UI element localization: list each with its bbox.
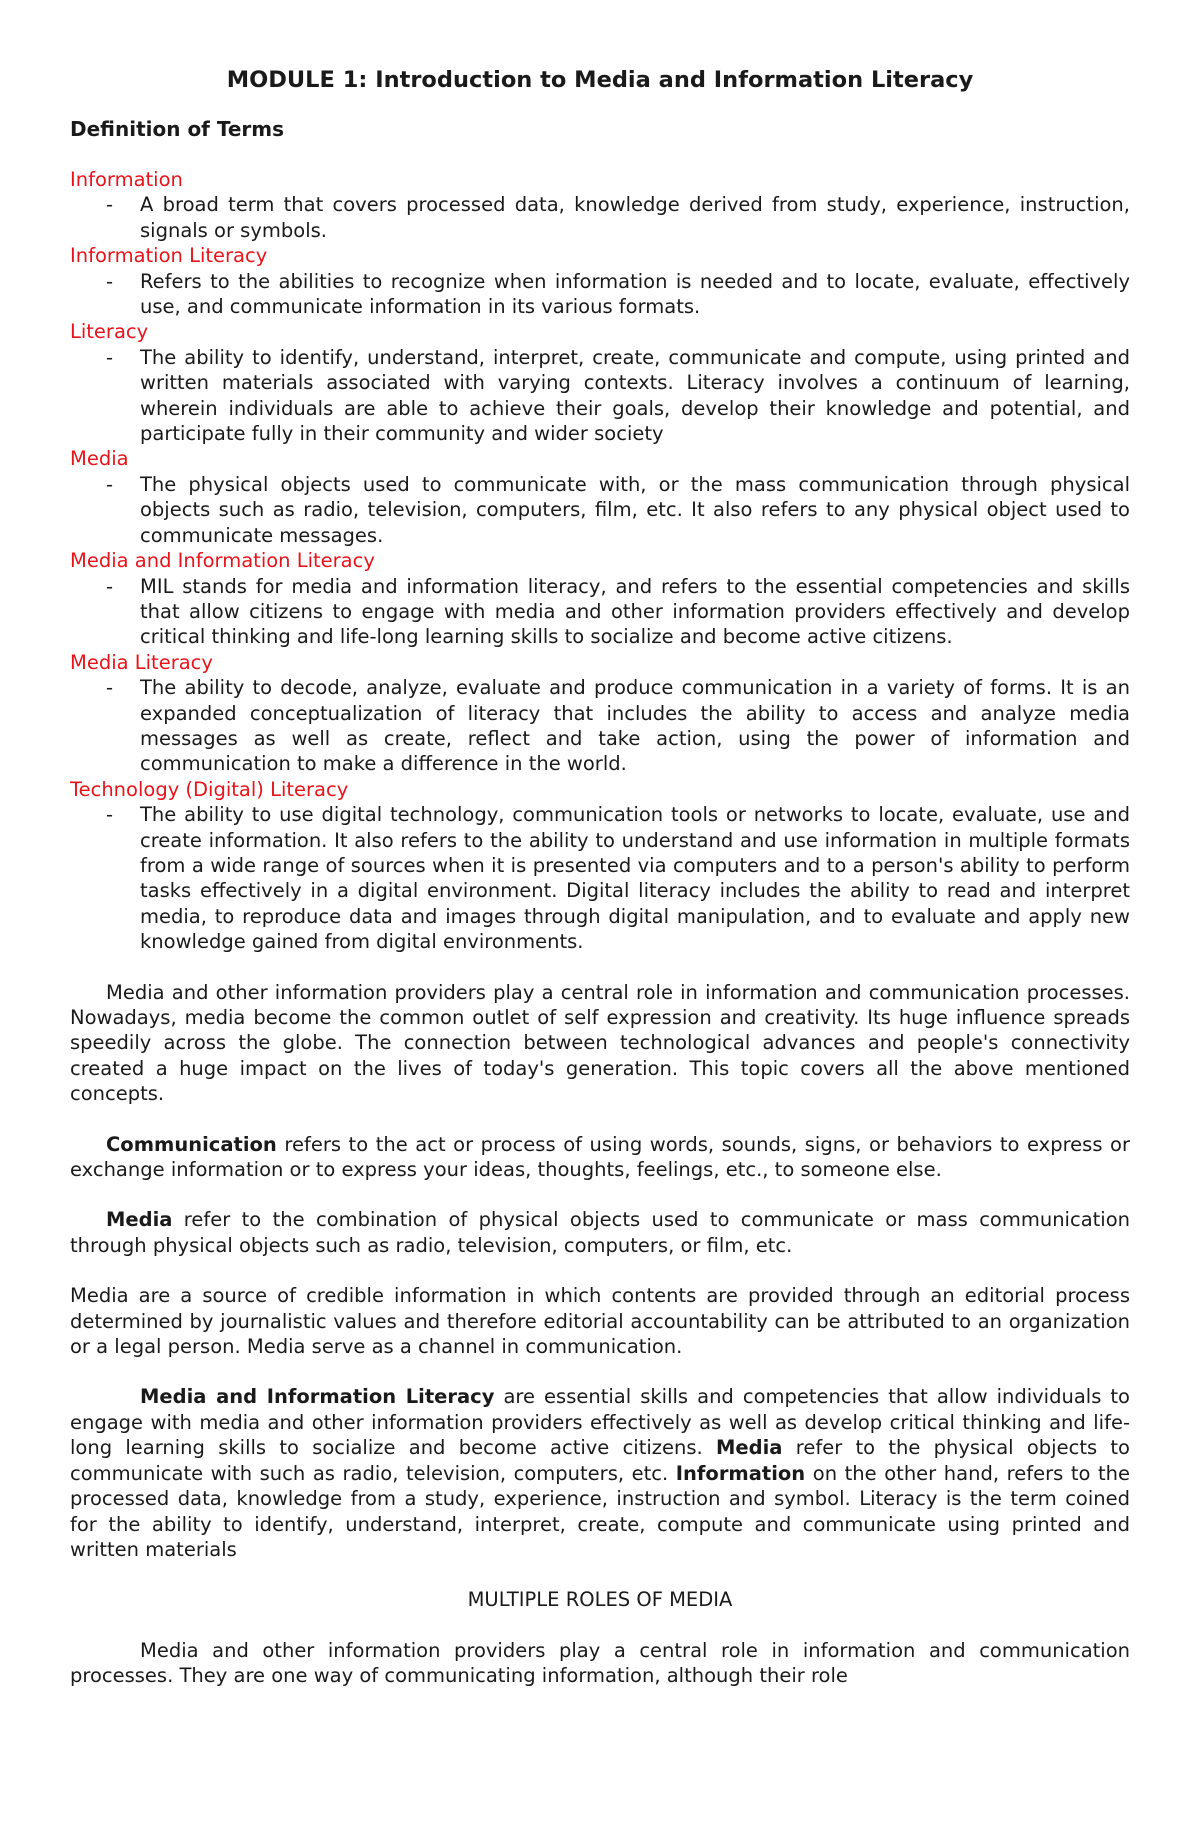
definition-technology-digital-literacy — [70, 802, 1130, 954]
definition-information-literacy — [70, 269, 1130, 320]
bullet-dash: - — [106, 345, 114, 369]
media-term: Media — [106, 1208, 173, 1232]
definition-information — [70, 192, 1130, 243]
communication-term: Communication — [106, 1132, 277, 1156]
term-information-literacy: Information Literacy — [70, 244, 268, 268]
term-media-and-information-literacy: Media and Information Literacy — [70, 549, 375, 573]
term-media: Media — [70, 447, 129, 471]
media-term: Media — [716, 1436, 783, 1460]
bullet-dash: - — [106, 472, 114, 496]
term-information: Information — [70, 168, 183, 191]
mil-text: are essential skills and competencies that allow individuals to engage with media and other information providers effectively as well as develop critical thinking and life-long learning skills to socialize and become active citizens. — [70, 1385, 1130, 1460]
definition-text: The ability to decode, analyze, evaluate and produce communication in a variety of forms. It is an expanded conceptualization of literacy that includes the ability to access and analyze media messages as well as create, reflect and take action, using the power of information and communication to make a difference in the world. — [140, 676, 1130, 776]
module-title: MODULE 1: Introduction to Media and Information Literacy — [226, 67, 974, 93]
mil-paragraph — [70, 1384, 1130, 1562]
bullet-dash: - — [106, 803, 114, 827]
definition-literacy — [70, 345, 1130, 447]
definition-text: Refers to the abilities to recognize when information is needed and to locate, evaluate, effectively use, and communicate information in its various formats. — [140, 269, 1130, 319]
definition-text: The ability to identify, understand, interpret, create, communicate and compute, using printed and written materials associated with varying contexts. Literacy involves a continuum of learning, wherein individuals are able to achieve their goals, develop their knowledge and potential, and participate fully in their community and wider society — [140, 345, 1130, 446]
term-technology-digital-literacy: Technology (Digital) Literacy — [70, 777, 349, 801]
term-literacy: Literacy — [70, 320, 149, 344]
definition-media-literacy — [70, 675, 1130, 777]
definition-media-and-information-literacy — [70, 574, 1130, 650]
information-text: on the other hand, refers to the processed data, knowledge from a study, experience, instruction and symbol. Literacy is the term coined for the ability to identify, understand, interpret, create, compute and communicate using printed and written materials — [70, 1461, 1130, 1561]
bullet-dash: - — [106, 269, 114, 293]
definition-text: The ability to use digital technology, communication tools or networks to locate, evaluate, use and create information. It also refers to the ability to understand and use information in multiple formats from a wide range of sources when it is presented via computers and to a person's ability to perform tasks effectively in a digital environment. Digital literacy includes the ability to read and interpret media, to reproduce data and images through digital manipulation, and to evaluate and apply new knowledge gained from digital environments. — [140, 803, 1130, 954]
section-heading: MULTIPLE ROLES OF MEDIA — [467, 1588, 733, 1612]
media-credibility-paragraph: Media are a source of credible information in which contents are provided through an editorial process determined by journalistic values and therefore editorial accountability can be attributed to an organization or a legal person. Media serve as a channel in communication. — [70, 1284, 1130, 1359]
definition-text: The physical objects used to communicate with, or the mass communication through physical objects such as radio, television, computers, film, etc. It also refers to any physical object used to communicate messages. — [140, 472, 1130, 547]
terms-list — [70, 167, 1130, 955]
media-text: refer to the combination of physical objects used to communicate or mass communication through physical objects such as radio, television, computers, or film, etc. — [70, 1208, 1130, 1257]
definition-text: MIL stands for media and information literacy, and refers to the essential competencies and skills that allow citizens to engage with media and other information providers effectively and develop critical thinking and life-long learning skills to socialize and become active citizens. — [140, 574, 1130, 649]
information-term: Information — [675, 1461, 806, 1485]
bullet-dash: - — [106, 574, 114, 598]
mil-term: Media and Information Literacy — [140, 1385, 495, 1409]
definition-heading: Definition of Terms — [70, 117, 285, 141]
communication-text: refers to the act or process of using words, sounds, signs, or behaviors to express or exchange information or to express your ideas, thoughts, feelings, etc., to someone else. — [70, 1132, 1130, 1182]
term-media-literacy: Media Literacy — [70, 650, 213, 674]
bullet-dash: - — [106, 676, 114, 700]
definition-media — [70, 472, 1130, 548]
roles-paragraph: Media and other information providers play a central role in information and communication processes. They are one way of communicating information, although their role — [70, 1638, 1130, 1688]
intro-paragraph: Media and other information providers play a central role in information and communication processes. Nowadays, media become the common outlet of self expression and creativity. Its huge influence spreads speedily across the globe. The connection between technological advances and people's connectivity created a huge impact on the lives of today's generation. This topic covers all the above mentioned concepts. — [70, 980, 1130, 1106]
communication-paragraph — [70, 1132, 1130, 1183]
bullet-dash: - — [106, 193, 114, 217]
media-paragraph — [70, 1207, 1130, 1258]
media-text: refer to the physical objects to communicate with such as radio, television, computers, etc. — [70, 1436, 1130, 1485]
definition-text: A broad term that covers processed data, knowledge derived from study, experience, instruction, signals or symbols. — [140, 193, 1130, 242]
